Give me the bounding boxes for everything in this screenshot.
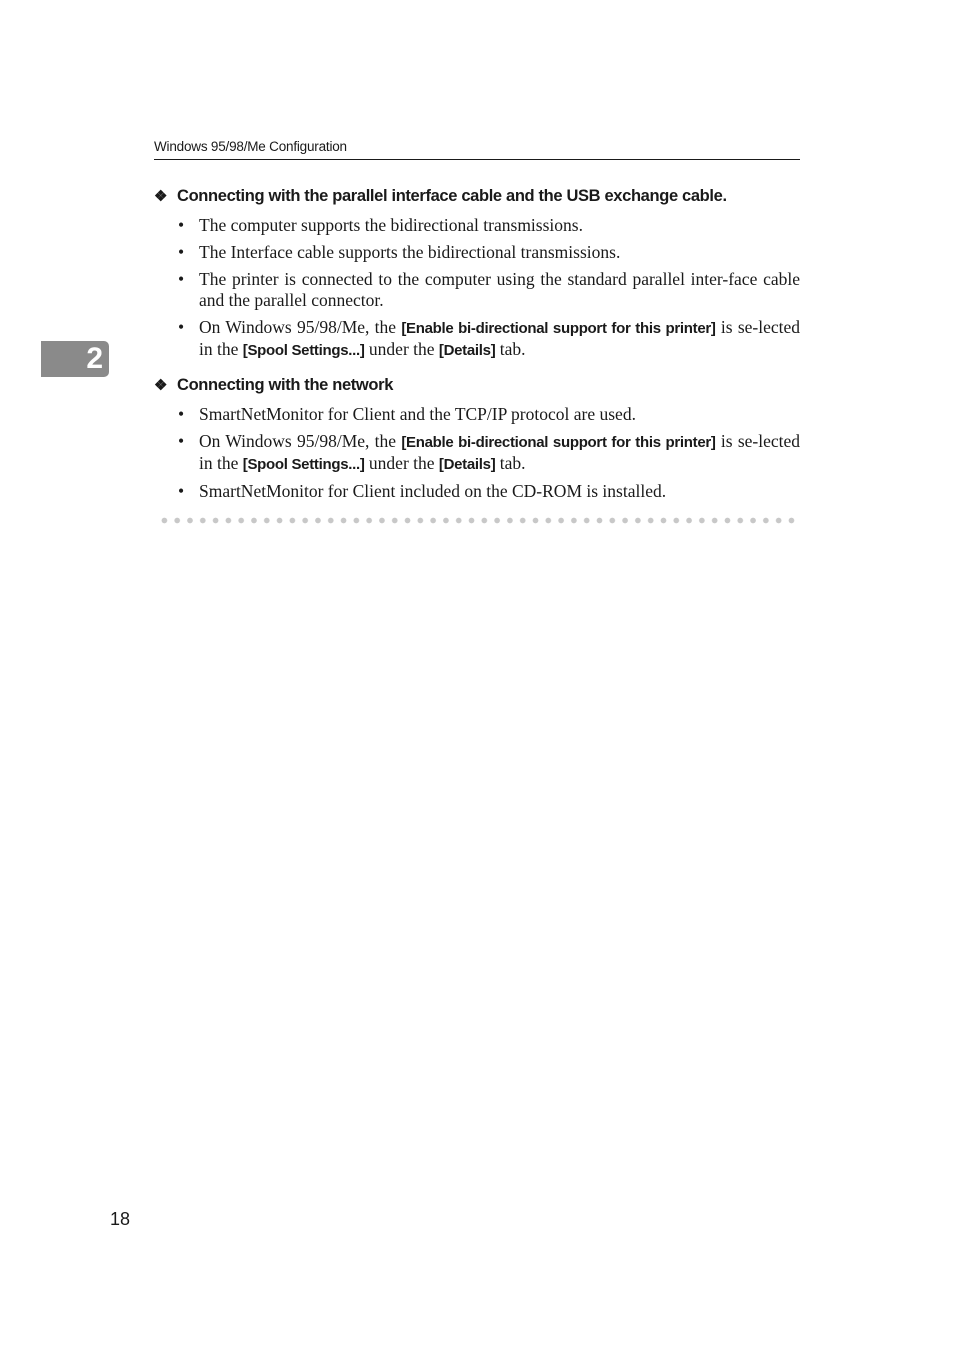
list-item-text-part: under the: [364, 339, 439, 359]
diamond-icon: ❖: [154, 377, 168, 394]
section-network: [154, 375, 800, 508]
list-item-text: The Interface cable supports the bidirectional transmissions.: [199, 242, 621, 262]
list-item-text-part: On Windows 95/98/Me, the: [199, 317, 402, 337]
list-item: [154, 404, 800, 425]
list-item: [154, 481, 800, 502]
bullet-dot-icon: •: [178, 404, 185, 424]
list-item: [154, 269, 800, 311]
list-item: [154, 242, 800, 263]
ui-label-bidirectional-support: [Enable bi-directional support for this printer]: [401, 434, 716, 451]
ui-label-spool-settings: [Spool Settings...]: [242, 342, 365, 359]
chapter-tab: [41, 341, 109, 377]
section-heading-text: Connecting with the parallel interface cable and the USB exchange cable.: [177, 187, 727, 205]
list-item-text-part: tab.: [495, 339, 526, 359]
bullet-dot-icon: •: [178, 215, 185, 235]
running-header: [154, 138, 800, 160]
bullet-list: [154, 215, 800, 361]
chapter-number: 2: [86, 342, 103, 375]
list-item: [154, 317, 800, 361]
bullet-dot-icon: •: [178, 242, 185, 262]
section-heading: [154, 375, 800, 395]
running-header-title: Windows 95/98/Me Configuration: [154, 139, 347, 154]
list-item: [154, 431, 800, 475]
list-item-text: The printer is connected to the computer using the standard parallel inter-face cable and the parallel connector.: [199, 269, 800, 310]
list-item-text: SmartNetMonitor for Client included on the CD-ROM is installed.: [199, 481, 667, 501]
ui-label-details-tab: [Details]: [438, 342, 496, 359]
bullet-dot-icon: •: [178, 269, 185, 289]
dotted-separator: [158, 517, 798, 524]
list-item-text-part: is se-lected in the: [199, 431, 801, 473]
bullet-dot-icon: •: [178, 431, 185, 451]
list-item-text-part: On Windows 95/98/Me, the: [199, 431, 402, 451]
bullet-dot-icon: •: [178, 317, 185, 337]
section-heading-text: Connecting with the network: [177, 376, 394, 394]
list-item-text-part: under the: [364, 453, 439, 473]
ui-label-spool-settings: [Spool Settings...]: [242, 456, 365, 473]
page-number-text: 18: [110, 1209, 131, 1229]
diamond-icon: ❖: [154, 188, 168, 205]
section-heading: [154, 186, 800, 206]
ui-label-details-tab: [Details]: [438, 456, 496, 473]
page-number: [110, 1208, 130, 1230]
list-item-text: SmartNetMonitor for Client and the TCP/IP protocol are used.: [199, 404, 636, 424]
bullet-list: [154, 404, 800, 502]
list-item-text-part: is se-lected in the: [199, 317, 801, 359]
list-item-text: The computer supports the bidirectional transmissions.: [199, 215, 583, 235]
bullet-dot-icon: •: [178, 481, 185, 501]
ui-label-bidirectional-support: [Enable bi-directional support for this printer]: [401, 320, 716, 337]
list-item-text-part: tab.: [495, 453, 526, 473]
section-parallel-usb: [154, 186, 800, 367]
list-item: [154, 215, 800, 236]
